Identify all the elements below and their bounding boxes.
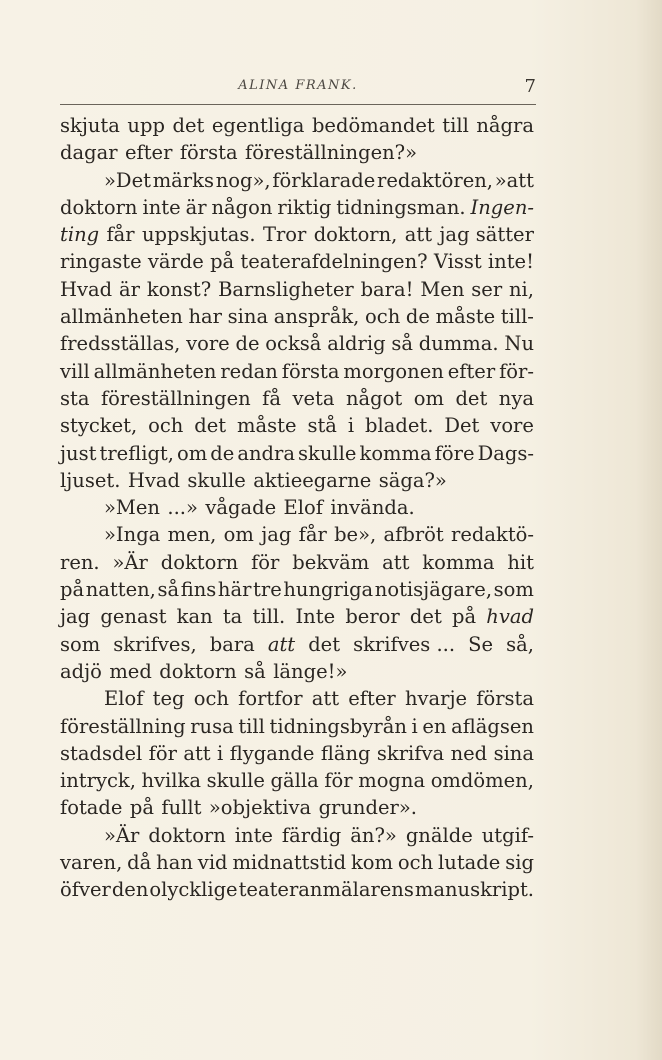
word: de (405, 305, 430, 329)
word: »objektiva (208, 796, 312, 820)
word: bara (209, 632, 255, 656)
word: tidningsbyrån (269, 714, 407, 738)
word: gnälde (405, 823, 473, 847)
word: i (411, 714, 418, 738)
word: till (442, 114, 469, 137)
word: efter (348, 687, 396, 711)
word: får (298, 523, 327, 547)
word: dumma. (418, 332, 499, 356)
word: »Är (112, 550, 148, 574)
word: på (210, 250, 235, 274)
word: hit (507, 550, 534, 574)
word: efter (447, 359, 496, 383)
word: allmänheten (60, 305, 183, 329)
word: Hvad (127, 468, 180, 492)
word: inte! (487, 250, 534, 274)
word: kan (176, 605, 213, 629)
word: hvarje (404, 687, 468, 711)
word: att (311, 687, 340, 711)
word: på (129, 796, 154, 820)
text-line (60, 360, 534, 387)
word: så (157, 578, 180, 602)
word: riktig (277, 195, 332, 219)
text-line (60, 196, 534, 223)
text-line (60, 851, 534, 878)
word: fotade (60, 796, 123, 820)
word: kom (350, 851, 394, 875)
word: jag (261, 523, 292, 547)
word: det (455, 386, 488, 410)
word: doktorn (148, 823, 226, 847)
word: redaktören, (377, 168, 493, 192)
word: jag sätter (439, 223, 534, 247)
word: för (148, 741, 177, 765)
word: tre (253, 578, 282, 602)
word: redan (220, 359, 278, 383)
word: uppskjutas. (141, 223, 256, 247)
word: ...» (167, 496, 198, 520)
word: ta (222, 605, 243, 629)
word: »Det (104, 168, 151, 192)
word: något (346, 386, 403, 410)
word: få (262, 386, 281, 410)
word: stycket, (60, 414, 138, 438)
word: de (235, 332, 260, 356)
word: stå (307, 414, 337, 438)
word: öfver (60, 878, 111, 902)
text-line (60, 141, 534, 168)
word: den (111, 878, 149, 902)
word: värde (147, 250, 204, 274)
word: fullt (161, 796, 202, 820)
word: bara! (360, 277, 414, 301)
word: föreställning (60, 714, 186, 738)
word: andra (237, 441, 295, 465)
word: »Inga (104, 523, 161, 547)
word: men, (167, 523, 217, 547)
word: bedömandet (311, 114, 435, 137)
text-line (60, 469, 534, 496)
word: konst? (146, 277, 212, 301)
word: första (476, 687, 534, 711)
word: sina (227, 305, 269, 329)
word: »Men (104, 496, 160, 520)
word: adjö (60, 659, 102, 683)
word: han (156, 851, 193, 875)
word: Elof (283, 496, 323, 520)
word: omdömen, (430, 769, 534, 793)
word: aktieegarne (253, 468, 372, 492)
word: på (451, 605, 477, 629)
text-line (60, 305, 534, 332)
word: är (185, 195, 207, 219)
text-line (60, 114, 534, 141)
word: teg (152, 687, 185, 711)
word: Inte (295, 605, 336, 629)
word: här (217, 578, 252, 602)
word: doktorn, (313, 223, 398, 247)
word: första (179, 141, 238, 165)
word: att (404, 223, 433, 247)
word: aflägsen (451, 714, 534, 738)
word: skulle (187, 468, 246, 492)
word: utgif- (481, 823, 534, 847)
word: och (397, 851, 434, 875)
word: varen, (60, 851, 123, 875)
word: Tror (262, 223, 307, 247)
word: sina (493, 741, 534, 765)
word: första (281, 359, 340, 383)
word: manuskript. (414, 878, 534, 902)
word: ting (60, 223, 100, 247)
word: att (183, 741, 211, 765)
word: för (324, 769, 353, 793)
word: om (223, 523, 254, 547)
word: invända. (330, 496, 415, 520)
word: länge!» (273, 659, 348, 683)
word: att (267, 632, 296, 656)
word: gälla (270, 769, 319, 793)
word: som (60, 632, 101, 656)
word: och (365, 305, 401, 329)
word: också (265, 332, 322, 356)
word: skulle (206, 769, 265, 793)
text-line (60, 332, 534, 359)
text-line (60, 605, 534, 632)
word: före (434, 441, 475, 465)
word: rusa (190, 714, 234, 738)
word: måste (435, 305, 496, 329)
word: genast (100, 605, 167, 629)
word: nog», (215, 168, 271, 192)
word: allmänheten (93, 359, 217, 383)
word: Barnsligheter (218, 277, 354, 301)
word: med (109, 659, 152, 683)
page-header (60, 76, 536, 105)
word: upp (127, 114, 165, 137)
word: det (308, 632, 341, 656)
text-line (60, 551, 534, 578)
word: morgonen (343, 359, 444, 383)
word: fläng (320, 741, 371, 765)
text-line (60, 687, 534, 714)
text-line (60, 878, 534, 905)
word: så, (506, 632, 534, 656)
word: och (193, 687, 229, 711)
word: nya (498, 386, 534, 410)
word: i (347, 414, 355, 438)
word: får (106, 223, 135, 247)
word: intryck, (60, 769, 136, 793)
text-line (60, 278, 534, 305)
word: vore (490, 414, 534, 438)
word: Dags- (477, 441, 534, 465)
word: Nu (504, 332, 534, 356)
word: midnattstid (232, 851, 347, 875)
word: ljuset. (60, 468, 121, 492)
word: hungriga (283, 578, 374, 602)
word: det (409, 605, 442, 629)
word: är (119, 277, 140, 301)
word: så (244, 659, 266, 683)
word: färdig (281, 823, 342, 847)
word: fredsställas, (60, 332, 181, 356)
word: sta (60, 386, 90, 410)
body-text (60, 114, 534, 906)
word: de (210, 441, 235, 465)
word: ringaste (60, 250, 142, 274)
word: föreställningen?» (244, 141, 418, 165)
word: bladet. (365, 414, 434, 438)
text-line (60, 523, 534, 550)
word: vill (60, 359, 90, 383)
word: komma (359, 441, 432, 465)
word: ni, (509, 277, 534, 301)
text-line (60, 442, 534, 469)
word: lutade (438, 851, 501, 875)
word: fortfor (238, 687, 303, 711)
text-line (60, 496, 534, 523)
word: hvilka (141, 769, 201, 793)
text-line (60, 824, 534, 851)
word: flygande (229, 741, 315, 765)
word: Hvad (60, 277, 113, 301)
word: grunder». (318, 796, 417, 820)
word: vore (186, 332, 230, 356)
word: föreställningen (100, 386, 251, 410)
text-line (60, 796, 534, 823)
word: för- (499, 359, 534, 383)
word: »att (494, 168, 534, 192)
word: doktorn (159, 659, 237, 683)
word: inte (234, 823, 273, 847)
word: märks (152, 168, 214, 192)
word: vågade (205, 496, 277, 520)
word: om (413, 386, 444, 410)
word: skulle (298, 441, 357, 465)
word: anspråk, (273, 305, 360, 329)
word: sig (505, 851, 534, 875)
word: en (422, 714, 447, 738)
text-line (60, 715, 534, 742)
word: notisjägare, (374, 578, 493, 602)
word: be», (334, 523, 377, 547)
word: olycklige (149, 878, 238, 902)
word: för (251, 550, 280, 574)
word: skrifva (376, 741, 445, 765)
word: tidningsman. (336, 195, 466, 219)
word: då (127, 851, 152, 875)
word: doktorn (160, 550, 239, 574)
text-line (60, 633, 534, 660)
page-number: 7 (524, 76, 536, 97)
text-line (60, 769, 534, 796)
word: teaterafdelningen? (240, 250, 428, 274)
word: skrifves, (113, 632, 197, 656)
text-line (60, 250, 534, 277)
word: hvad (486, 605, 534, 629)
word: några (476, 114, 534, 137)
word: Ingen- (470, 195, 534, 219)
word: teateranmälarens (238, 878, 414, 902)
word: Elof (104, 687, 144, 711)
word: efter (124, 141, 173, 165)
word: om (177, 441, 208, 465)
word: så (391, 332, 413, 356)
text-line (60, 414, 534, 441)
word: än?» (350, 823, 397, 847)
word: mogna (358, 769, 426, 793)
word: Se (468, 632, 494, 656)
word: skjuta (60, 114, 120, 137)
word: Det (444, 414, 480, 438)
word: vid (197, 851, 228, 875)
word: på (60, 578, 85, 602)
text-line (60, 387, 534, 414)
word: veta (292, 386, 335, 410)
word: Visst (433, 250, 482, 274)
word: beror (345, 605, 400, 629)
text-line (60, 660, 534, 687)
word: skrifves ... (353, 632, 456, 656)
text-line (60, 578, 534, 605)
word: till- (500, 305, 534, 329)
word: redaktö- (451, 523, 534, 547)
word: säga?» (378, 468, 447, 492)
word: ned (450, 741, 488, 765)
word: som (493, 578, 534, 602)
word: att (382, 550, 410, 574)
word: trefligt, (99, 441, 174, 465)
text-line (60, 169, 534, 196)
word: i (217, 741, 224, 765)
word: dagar (60, 141, 118, 165)
word: till. (252, 605, 286, 629)
word: det (172, 114, 205, 137)
word: afbröt (383, 523, 444, 547)
word: jag (60, 605, 91, 629)
word: komma (422, 550, 495, 574)
word: det (194, 414, 227, 438)
word: någon (211, 195, 273, 219)
word: egentliga (211, 114, 305, 137)
word: ser (471, 277, 503, 301)
word: har (188, 305, 222, 329)
word: och (148, 414, 184, 438)
word: »Är (104, 823, 140, 847)
word: Men (420, 277, 465, 301)
text-line (60, 223, 534, 250)
word: till (238, 714, 265, 738)
word: inte (142, 195, 181, 219)
word: natten, (85, 578, 156, 602)
word: bekväm (292, 550, 370, 574)
word: stadsdel (60, 741, 143, 765)
word: doktorn (60, 195, 138, 219)
word: ren. (60, 550, 100, 574)
text-line (60, 742, 534, 769)
word: aldrig (327, 332, 386, 356)
running-head: ALINA FRANK. (238, 78, 358, 93)
word: förklarade (272, 168, 376, 192)
word: just (60, 441, 97, 465)
word: fins (180, 578, 217, 602)
word: måste (237, 414, 297, 438)
